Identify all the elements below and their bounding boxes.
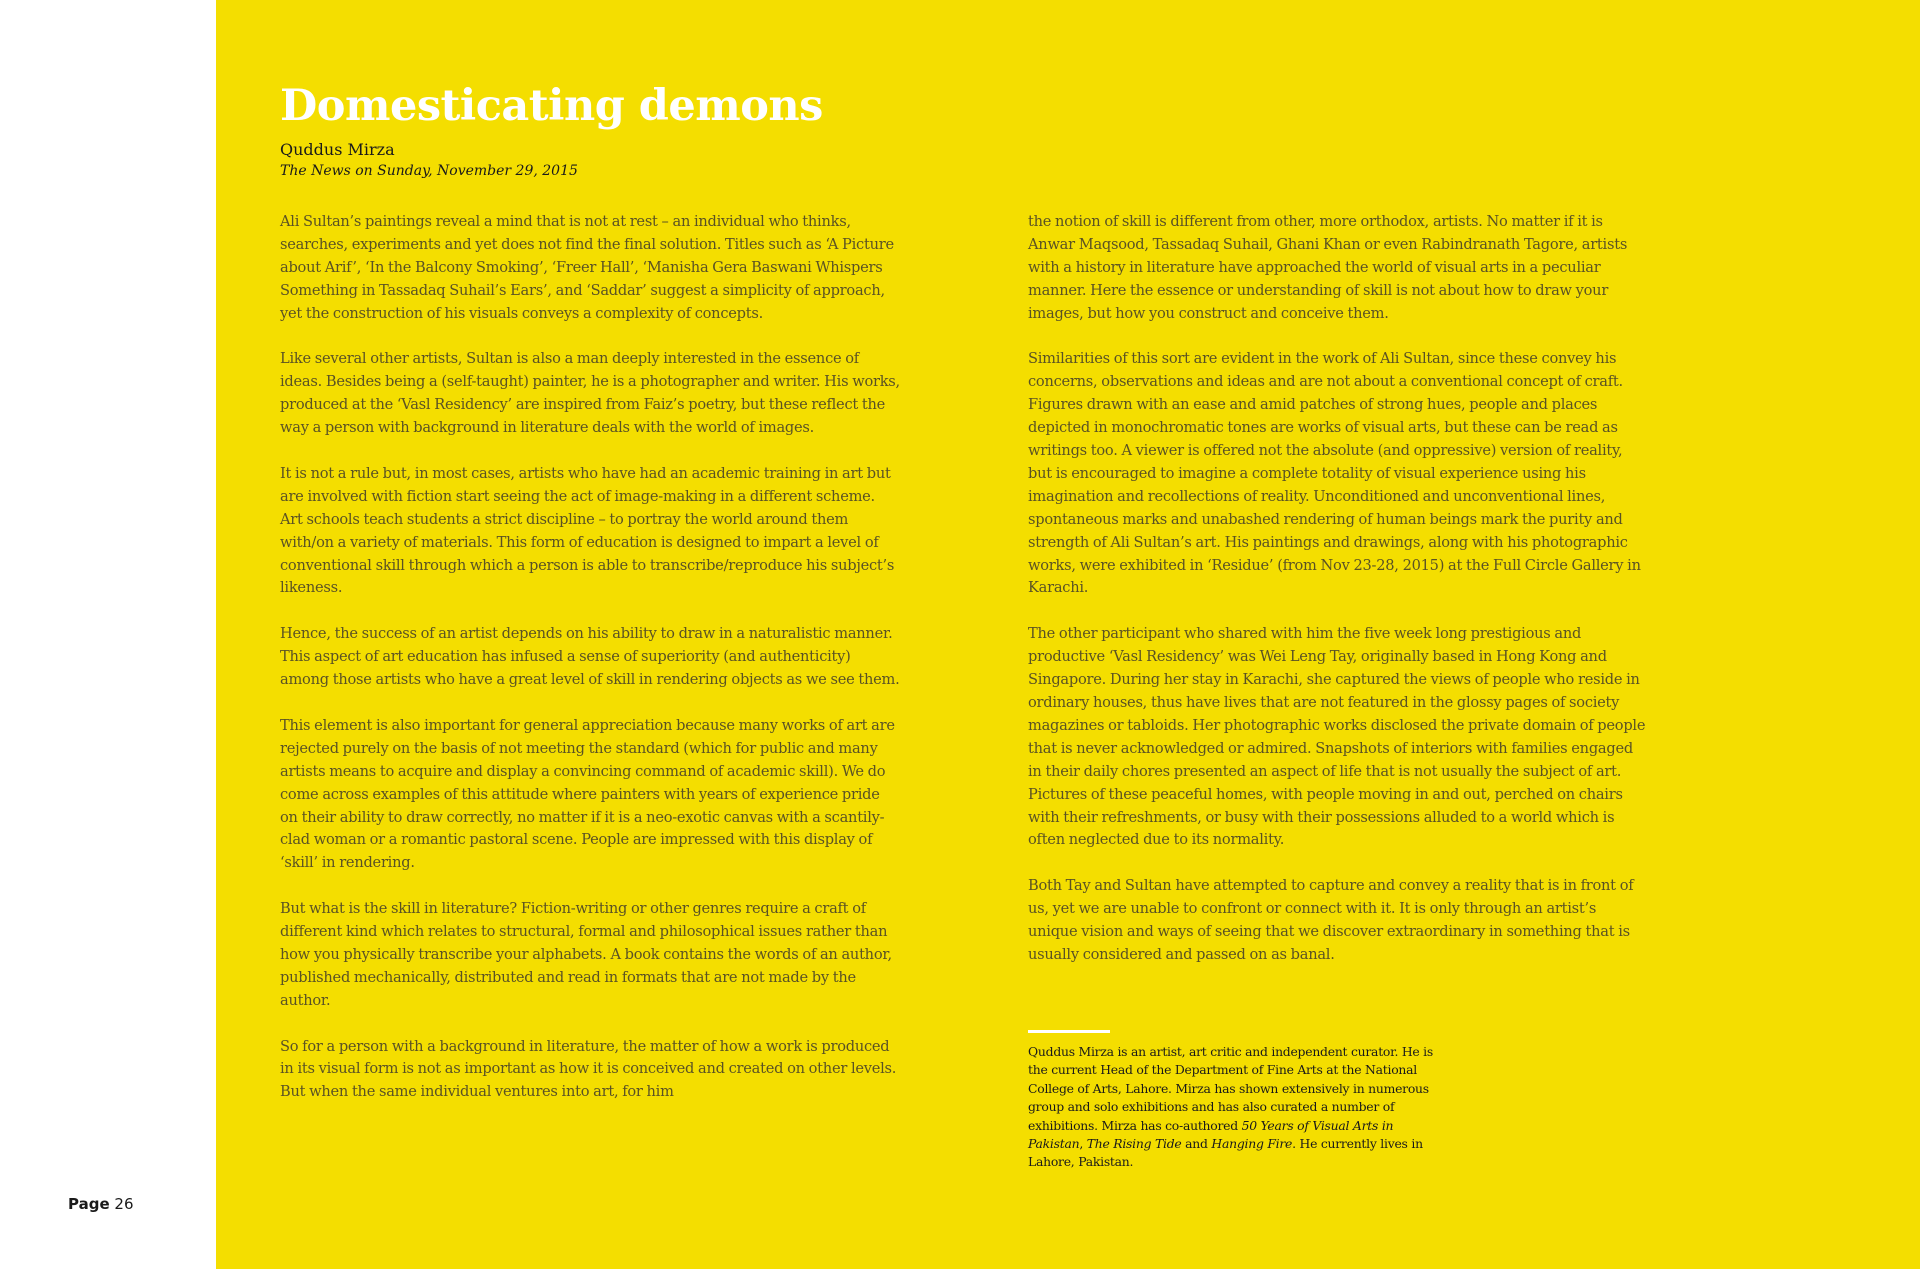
bio-book-title: The Rising Tide — [1086, 1136, 1182, 1152]
paragraph: Similarities of this sort are evident in the work of Ali Sultan, since these convey his concerns, observations and ideas and are not about a conventional concept of craft. Figures drawn with an ease and amid patches of strong hues, people and places depicted in monochromatic tones are works of visual arts, but these can be read as writings too. A viewer is offered not the absolute (and oppressive) version of reality, but is encouraged to imagine a complete totality of visual experience using his imagination and recollections of reality. Unconditioned and unconventional lines, spontaneous marks and unabashed rendering of human beings mark the purity and strength of Ali Sultan’s art. His paintings and drawings, along with his photographic works, were exhibited in ‘Residue’ (from Nov 23-28, 2015) at the Full Circle Gallery in Karachi. — [1028, 350, 1641, 597]
bio-separator: , — [1079, 1136, 1087, 1152]
article-source: The News on Sunday, November 29, 2015 — [280, 163, 578, 179]
paragraph: Both Tay and Sultan have attempted to capture and convey a reality that is in front of us, yet we are unable to confront or connect with it. It is only through an artist’s unique vision and ways of seeing that we discover extraordinary in something that is usually considered and passed on as banal. — [1028, 877, 1634, 963]
bio-text: . He currently lives in Lahore, Pakistan. — [1028, 1136, 1423, 1170]
paragraph: Like several other artists, Sultan is also a man deeply interested in the essence of ideas. Besides being a (self-taught) painter, he is a photographer and writer. His works, produced at the ‘Vasl Residency’ are inspired from Faiz’s poetry, but these reflect the way a person with background in literature deals with the world of images. — [280, 350, 900, 437]
paragraph: It is not a rule but, in most cases, artists who have had an academic training in art but are involved with fiction start seeing the act of image-making in a different scheme. Art schools teach students a strict discipline – to portray the world around them with/on a variety of materials. This form of education is designed to impart a level of conventional skill through which a person is able to transcribe/reproduce his subject’s likeness. — [280, 464, 895, 597]
bio-book-title: Hanging Fire — [1211, 1136, 1293, 1152]
page-number-value: 26 — [114, 1195, 134, 1213]
article-title: Domesticating demons — [280, 81, 823, 131]
paragraph: But what is the skill in literature? Fiction-writing or other genres require a craft of different kind which relates to structural, formal and philosophical issues rather than how you physically transcribe your alphabets. A book contains the words of an author, published mechanically, distributed and read in formats that are not made by the author. — [280, 900, 892, 1009]
paragraph: The other participant who shared with him the five week long prestigious and productive ‘Vasl Residency’ was Wei Leng Tay, originally based in Hong Kong and Singapore. During her stay in Karachi, she captured the views of people who reside in ordinary houses, thus have lives that are not featured in the glossy pages of society magazines or tabloids. Her photographic works disclosed the private domain of people that is never acknowledged or admired. Snapshots of interiors with families engaged in their daily chores presented an aspect of life that is not usually the subject of art. Pictures of these peaceful homes, with people moving in and out, perched on chairs with their refreshments, or busy with their possessions alluded to a world which is often neglected due to its normality. — [1028, 625, 1646, 849]
bio-text: Quddus Mirza is an artist, art critic and independent curator. He is the current Head of the Department of Fine Arts at the National College of Arts, Lahore. Mirza has shown extensively in numerous group and solo exhibitions and has also curated a number of exhibitions. Mirza has co-authored — [1028, 1044, 1433, 1133]
article-column-left — [280, 211, 900, 1127]
author-bio — [1028, 1043, 1438, 1172]
bio-divider — [1028, 1030, 1110, 1033]
paragraph: This element is also important for general appreciation because many works of art are rejected purely on the basis of not meeting the standard (which for public and many artists means to acquire and display a convincing command of academic skill). We do come across examples of this attitude where painters with years of experience pride on their ability to draw correctly, no matter if it is a neo-exotic canvas with a scantily-clad woman or a romantic pastoral scene. People are impressed with this display of ‘skill’ in rendering. — [280, 716, 895, 872]
paragraph: the notion of skill is different from other, more orthodox, artists. No matter if it is Anwar Maqsood, Tassadaq Suhail, Ghani Khan or even Rabindranath Tagore, artists with a history in literature have approached the world of visual arts in a peculiar manner. Here the essence or understanding of skill is not about how to draw your images, but how you construct and conceive them. — [1028, 213, 1628, 322]
paragraph: So for a person with a background in literature, the matter of how a work is produced in its visual form is not as important as how it is conceived and created on other levels. But when the same individual ventures into art, for him — [280, 1037, 897, 1101]
article-author: Quddus Mirza — [280, 140, 395, 159]
page-label: Page — [68, 1195, 110, 1213]
article-column-right — [1028, 211, 1648, 990]
bio-book-title: 50 Years of Visual Arts in Pakistan — [1028, 1117, 1394, 1152]
paragraph: Ali Sultan’s paintings reveal a mind that is not at rest – an individual who thinks, searches, experiments and yet does not find the final solution. Titles such as ‘A Picture about Arif’, ‘In the Balcony Smoking’, ‘Freer Hall’, ‘Manisha Gera Baswani Whispers Something in Tassadaq Suhail’s Ears’, and ‘Saddar’ suggest a simplicity of approach, yet the construction of his visuals conveys a complexity of concepts. — [280, 213, 894, 322]
page-number — [68, 1194, 134, 1214]
paragraph: Hence, the success of an artist depends on his ability to draw in a naturalistic manner. This aspect of art education has infused a sense of superiority (and authenticity) among those artists who have a great level of skill in rendering objects as we see them. — [280, 625, 900, 689]
bio-separator: and — [1181, 1136, 1212, 1152]
